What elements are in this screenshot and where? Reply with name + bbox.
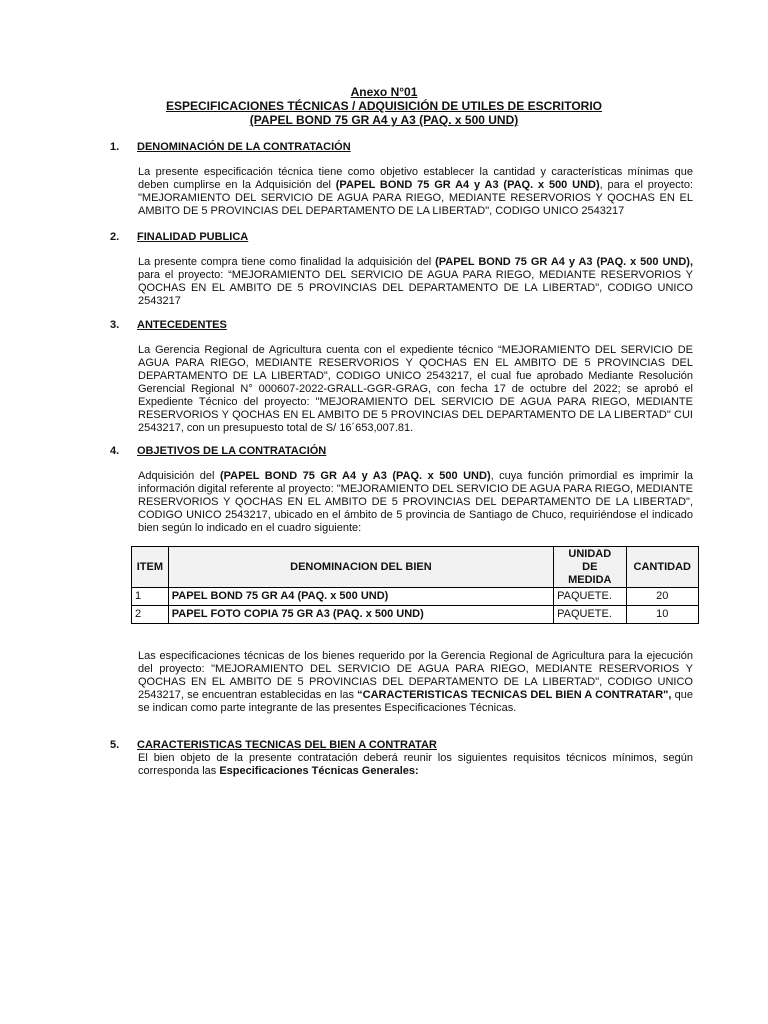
table-row (132, 606, 699, 624)
section-4-heading (110, 445, 326, 458)
section-5-heading (110, 739, 437, 752)
section-title: CARACTERISTICAS TECNICAS DEL BIEN A CONTRATAR (137, 739, 437, 751)
text-run-bold: Especificaciones Técnicas Generales: (219, 765, 419, 777)
section-title: DENOMINACIÓN DE LA CONTRATACIÓN (137, 141, 351, 153)
text-run: La presente especificación técnica tiene como objetivo establecer la cantidad y características mínimas que deben cumplirse en la Adquisición del (138, 166, 693, 191)
cell-unit: PAQUETE. (554, 588, 626, 606)
section-title: ANTECEDENTES (137, 319, 227, 331)
section-4-closing-paragraph (138, 650, 693, 715)
annex-label: Anexo N°01 (350, 85, 418, 99)
cell-denomination: PAPEL FOTO COPIA 75 GR A3 (PAQ. x 500 UND) (168, 606, 553, 624)
header-line: DE (582, 560, 598, 573)
section-title: OBJETIVOS DE LA CONTRATACIÓN (137, 445, 327, 457)
text-run: , para el proyecto: "MEJORAMIENTO DEL SERVICIO DE AGUA PARA RIEGO, MEDIANTE RESERVORIOS Y QOCHAS EN EL AMBITO DE 5 PROVINCIAS DEL DEPARTAMENTO DE LA LIBERTAD", CODIGO UNICO 2543217 (138, 179, 693, 217)
section-2-paragraph (138, 256, 693, 308)
section-5-paragraph (138, 752, 693, 778)
header-line: MEDIDA (568, 573, 612, 586)
cell-quantity: 10 (626, 606, 698, 624)
section-title: FINALIDAD PUBLICA (137, 231, 249, 243)
header-line: UNIDAD (568, 547, 612, 560)
document-title: ESPECIFICACIONES TÉCNICAS / ADQUISICIÓN DE UTILES DE ESCRITORIO (165, 99, 603, 113)
text-run: para el proyecto: “MEJORAMIENTO DEL SERVICIO DE AGUA PARA RIEGO, MEDIANTE RESERVORIOS Y QOCHAS EN EL AMBITO DE 5 PROVINCIAS DEL DEPARTAMENTO DE LA LIBERTAD", CODIGO UNICO 2543217 (138, 269, 693, 307)
section-3-heading (110, 319, 227, 332)
section-number: 4. (110, 445, 120, 457)
text-run: Las especificaciones técnicas de los bienes requerido por la Gerencia Regional de Agricultura para la ejecución del proyecto: "MEJORAMIENTO DEL SERVICIO DE AGUA PARA RIEGO, MEDIANTE RESERVORIOS Y QOCHAS EN EL AMBITO DE 5 PROVINCIAS DEL DEPARTAMENTO DE LA LIBERTAD", CODIGO UNICO 2543217, se encuentran establecidas en las (138, 650, 693, 701)
section-number: 3. (110, 319, 120, 331)
text-run-bold: (PAPEL BOND 75 GR A4 y A3 (PAQ. x 500 UND) (335, 179, 600, 191)
column-header-denomination: DENOMINACION DEL BIEN (168, 547, 553, 588)
goods-table (131, 546, 699, 624)
cell-unit: PAQUETE. (554, 606, 626, 624)
text-run-bold: “CARACTERISTICAS TECNICAS DEL BIEN A CONTRATAR", (357, 689, 672, 701)
column-header-unit (554, 547, 626, 588)
text-run-bold: (PAPEL BOND 75 GR A4 y A3 (PAQ. x 500 UND) (219, 470, 491, 482)
section-1-heading (110, 141, 351, 154)
text-run: Adquisición del (138, 470, 220, 482)
section-2-heading (110, 231, 248, 244)
section-number: 5. (110, 739, 120, 751)
section-3-paragraph: La Gerencia Regional de Agricultura cuenta con el expediente técnico “MEJORAMIENTO DEL SERVICIO DE AGUA PARA RIEGO, MEDIANTE RESERVORIOS Y QOCHAS EN EL AMBITO DE 5 PROVINCIAS DEL DEPARTAMENTO DE LA LIBERTAD", CODIGO UNICO 2543217, el cual fue aprobado Mediante Resolución Gerencial Regional N° 000607-2022-GRALL-GGR-GRAG, con fecha 17 de octubre del 2022; se aprobó el Expediente Técnico del proyecto: "MEJORAMIENTO DEL SERVICIO DE AGUA PARA RIEGO, MEDIANTE RESERVORIOS Y QOCHAS EN EL AMBITO DE 5 PROVINCIAS DEL DEPARTAMENTO DE LA LIBERTAD" CUI 2543217, con un presupuesto total de S/ 16´653,007.81. (138, 344, 693, 434)
cell-item: 2 (132, 606, 169, 624)
text-run: , cuya función primordial es imprimir la información digital referente al proyecto: "MEJORAMIENTO DEL SERVICIO DE AGUA PARA RIEGO, MEDIANTE RESERVORIOS Y QOCHAS EN EL AMBITO DE 5 PROVINCIAS DEL DEPARTAMENTO DE LA LIBERTAD", CODIGO UNICO 2543217, ubicado en el ámbito de 5 provincia de Santiago de Chuco, requiriéndose el indicado bien según lo indicado en el cuadro siguiente: (138, 470, 693, 534)
text-run: que se indican como parte integrante de las presentes Especificaciones Técnicas. (138, 689, 693, 714)
text-run: El bien objeto de la presente contratación deberá reunir los siguientes requisitos técnicos mínimos, según corresponda las (138, 752, 693, 777)
section-number: 1. (110, 141, 120, 153)
text-run-bold: (PAPEL BOND 75 GR A4 y A3 (PAQ. x 500 UND), (435, 256, 694, 268)
section-1-paragraph (138, 166, 693, 218)
column-header-item: ITEM (132, 547, 169, 588)
cell-item: 1 (132, 588, 169, 606)
section-4-paragraph (138, 470, 693, 535)
table-row (132, 588, 699, 606)
cell-denomination: PAPEL BOND 75 GR A4 (PAQ. x 500 UND) (168, 588, 553, 606)
section-number: 2. (110, 231, 120, 243)
text-run: La presente compra tiene como finalidad la adquisición del (138, 256, 436, 268)
cell-quantity: 20 (626, 588, 698, 606)
column-header-quantity: CANTIDAD (626, 547, 698, 588)
document-header (0, 85, 768, 127)
document-subtitle: (PAPEL BOND 75 GR A4 y A3 (PAQ. x 500 UND) (249, 113, 519, 127)
table-header-row (132, 547, 699, 588)
